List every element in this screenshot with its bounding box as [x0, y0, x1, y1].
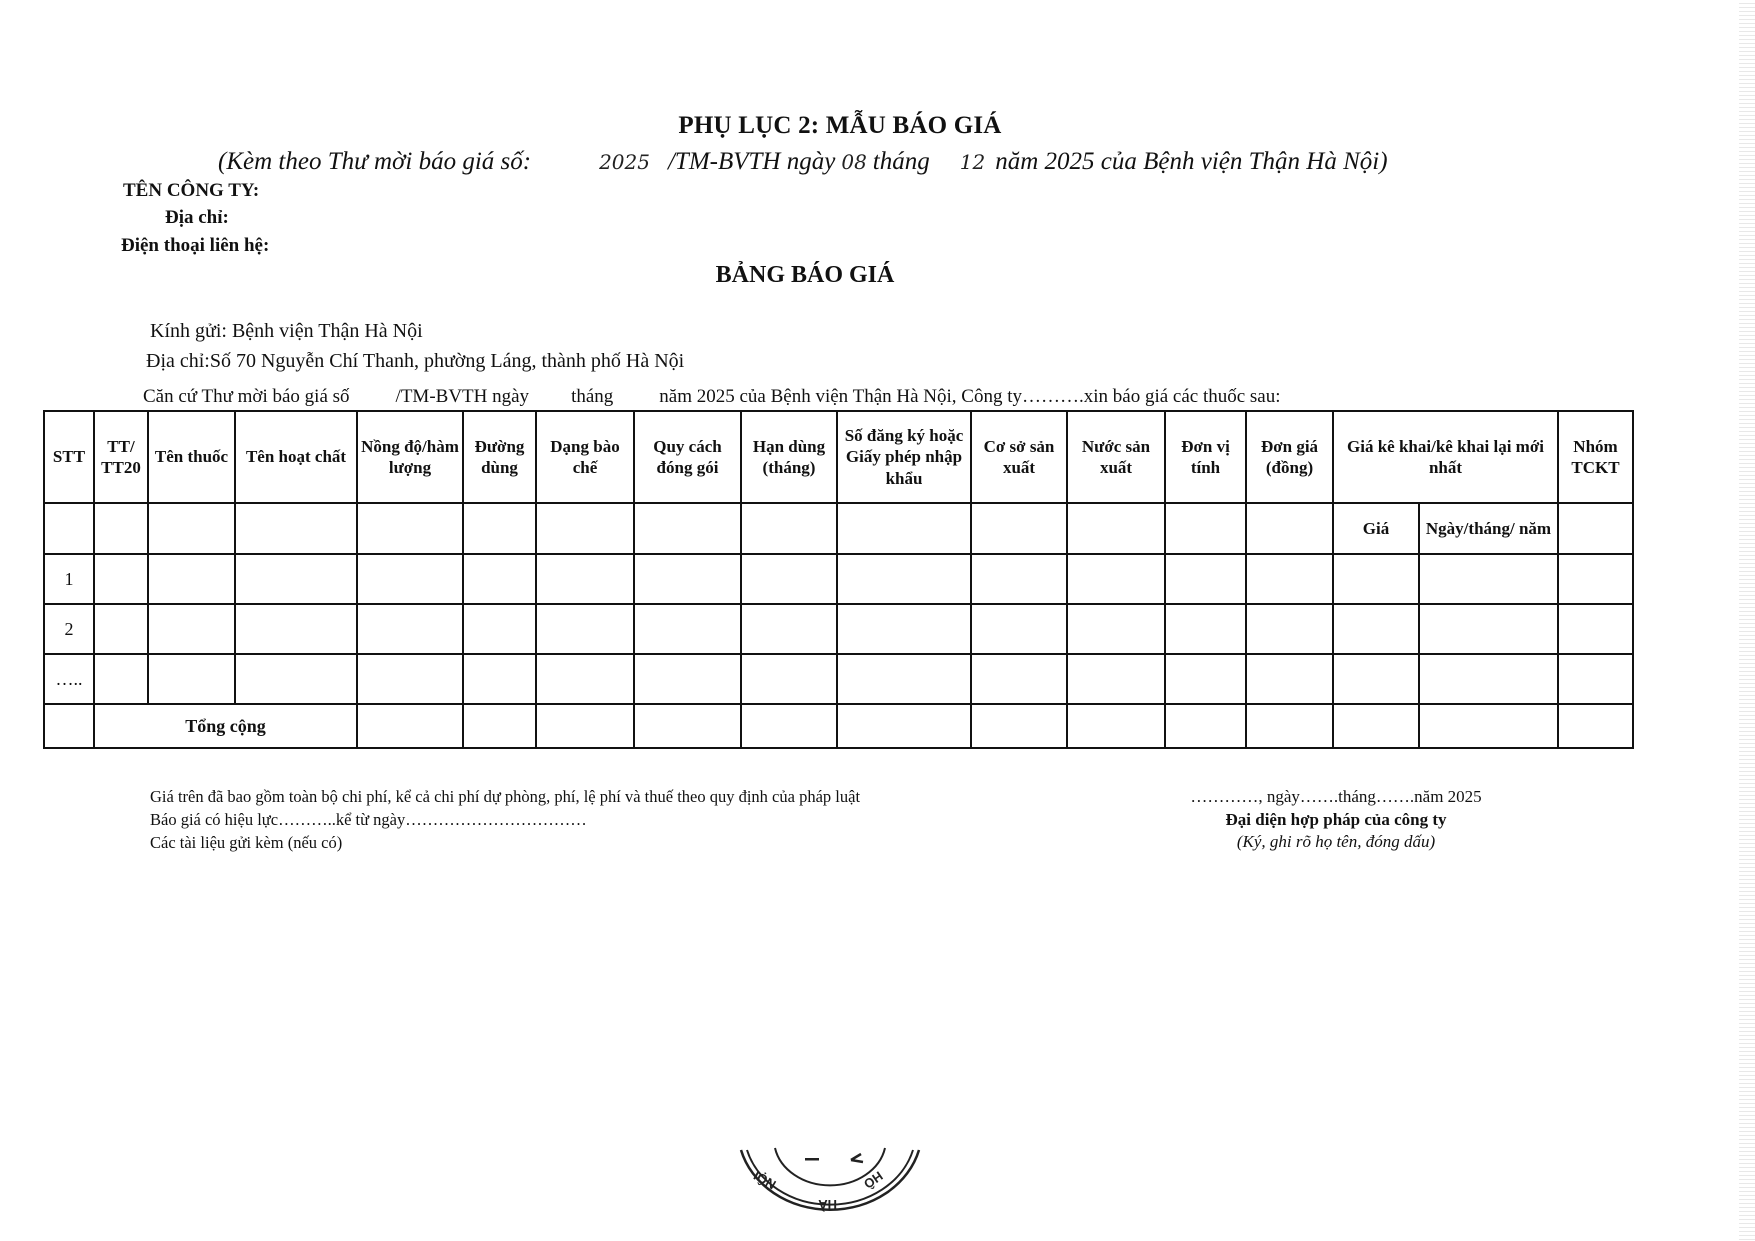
cell[interactable]: [837, 704, 971, 748]
company-address-label: Địa chỉ:: [165, 207, 229, 228]
cell[interactable]: [463, 654, 536, 704]
cell[interactable]: [1558, 604, 1633, 654]
cell[interactable]: [235, 654, 357, 704]
header-don-vi-tinh: Đơn vị tính: [1165, 411, 1246, 503]
cell[interactable]: [1558, 654, 1633, 704]
header-han-dung: Hạn dùng (tháng): [741, 411, 837, 503]
total-label: Tổng cộng: [94, 704, 357, 748]
cell[interactable]: [235, 604, 357, 654]
header-nhom-tckt: Nhóm TCKT: [1558, 411, 1633, 503]
header-dang-bao-che: Dạng bào chế: [536, 411, 634, 503]
cell[interactable]: [94, 554, 148, 604]
cell[interactable]: [741, 604, 837, 654]
row-stt: …..: [44, 654, 94, 704]
cell: [971, 503, 1067, 554]
cell[interactable]: [1246, 554, 1333, 604]
cell[interactable]: [357, 554, 463, 604]
cell[interactable]: [94, 654, 148, 704]
header-ten-hoat-chat: Tên hoạt chất: [235, 411, 357, 503]
basis-part2: /TM-BVTH ngày: [395, 386, 530, 407]
subheader-row: [44, 503, 1633, 554]
handwritten-month: 12: [959, 150, 986, 174]
cell: [94, 503, 148, 554]
cell[interactable]: [463, 704, 536, 748]
row-stt: 2: [44, 604, 94, 654]
subheader-gia: Giá: [1333, 503, 1419, 554]
basis-part3: tháng: [571, 386, 614, 407]
subheader-ngay-thang-nam: Ngày/tháng/ năm: [1419, 503, 1558, 554]
document-title: PHỤ LỤC 2: MẪU BÁO GIÁ: [678, 112, 1002, 139]
cell[interactable]: [94, 604, 148, 654]
cell: [1558, 503, 1633, 554]
cell: [536, 503, 634, 554]
signature-note: (Ký, ghi rõ họ tên, đóng dấu): [1236, 832, 1436, 851]
cell[interactable]: [1246, 654, 1333, 704]
signature-title: Đại diện hợp pháp của công ty: [1225, 810, 1447, 829]
cell: [1165, 503, 1246, 554]
cell[interactable]: [741, 554, 837, 604]
subtitle-suffix: năm 2025 của Bệnh viện Thận Hà Nội): [995, 148, 1388, 175]
cell[interactable]: [235, 554, 357, 604]
greeting-recipient: Kính gửi: Bệnh viện Thận Hà Nội: [150, 320, 423, 342]
cell: [741, 503, 837, 554]
cell: [634, 503, 741, 554]
cell[interactable]: [971, 604, 1067, 654]
cell[interactable]: [148, 654, 235, 704]
cell[interactable]: [971, 554, 1067, 604]
cell[interactable]: [1165, 654, 1246, 704]
table-title: BẢNG BÁO GIÁ: [715, 262, 895, 288]
signature-block: [1150, 787, 1522, 852]
company-name-label: TÊN CÔNG TY:: [123, 180, 260, 201]
subtitle-mid2: tháng: [872, 148, 930, 175]
cell[interactable]: [148, 554, 235, 604]
handwritten-day: 08: [841, 150, 867, 174]
cell[interactable]: [1558, 554, 1633, 604]
note-validity: Báo giá có hiệu lực………..kể từ ngày……………………………: [150, 810, 587, 829]
cell[interactable]: [634, 604, 741, 654]
cell[interactable]: [536, 604, 634, 654]
cell[interactable]: [1165, 554, 1246, 604]
cell[interactable]: [837, 554, 971, 604]
header-ten-thuoc: Tên thuốc: [148, 411, 235, 503]
cell[interactable]: [1067, 554, 1165, 604]
cell[interactable]: [536, 554, 634, 604]
cell[interactable]: [1333, 704, 1419, 748]
cell[interactable]: [971, 654, 1067, 704]
cell[interactable]: [463, 554, 536, 604]
cell[interactable]: [1419, 604, 1558, 654]
cell[interactable]: [1333, 604, 1419, 654]
basis-part4: năm 2025 của Bệnh viện Thận Hà Nội, Công ty……….xin báo giá các thuốc sau:: [659, 386, 1281, 407]
cell[interactable]: [634, 554, 741, 604]
cell[interactable]: [634, 704, 741, 748]
cell: [463, 503, 536, 554]
company-phone-label: Điện thoại liên hệ:: [121, 235, 270, 256]
header-quy-cach: Quy cách đóng gói: [634, 411, 741, 503]
cell[interactable]: [1333, 654, 1419, 704]
cell[interactable]: [463, 604, 536, 654]
cell[interactable]: [536, 654, 634, 704]
cell[interactable]: [741, 704, 837, 748]
header-stt: STT: [44, 411, 94, 503]
subtitle-prefix: (Kèm theo Thư mời báo giá số:: [218, 148, 532, 175]
cell: [1067, 503, 1165, 554]
cell[interactable]: [357, 704, 463, 748]
scan-edge-noise: [1739, 0, 1755, 1241]
cell[interactable]: [1067, 604, 1165, 654]
header-tt20: TT/ TT20: [94, 411, 148, 503]
greeting-address: Địa chỉ:Số 70 Nguyễn Chí Thanh, phường Láng, thành phố Hà Nội: [146, 350, 685, 372]
cell[interactable]: [1067, 654, 1165, 704]
cell: [235, 503, 357, 554]
header-nong-do: Nồng độ/hàm lượng: [357, 411, 463, 503]
quotation-table: [43, 410, 1634, 749]
header-co-so-san-xuat: Cơ sở sản xuất: [971, 411, 1067, 503]
header-nuoc-san-xuat: Nước sản xuất: [1067, 411, 1165, 503]
note-attachments: Các tài liệu gửi kèm (nếu có): [150, 833, 343, 852]
cell[interactable]: [357, 654, 463, 704]
cell[interactable]: [741, 654, 837, 704]
svg-text:NỘI: NỘI: [750, 1167, 779, 1193]
row-stt: 1: [44, 554, 94, 604]
signature-date-line: …………, ngày…….tháng…….năm 2025: [1190, 787, 1482, 806]
svg-text:HÀ: HÀ: [818, 1197, 837, 1212]
cell[interactable]: [971, 704, 1067, 748]
note-price-inclusive: Giá trên đã bao gồm toàn bộ chi phí, kể cả chi phí dự phòng, phí, lệ phí và thuế theo quy định của pháp luật: [150, 787, 861, 806]
cell[interactable]: [837, 654, 971, 704]
cell[interactable]: [634, 654, 741, 704]
cell[interactable]: [148, 604, 235, 654]
cell[interactable]: [1419, 654, 1558, 704]
document-subtitle: [218, 148, 1388, 176]
basis-part1: Căn cứ Thư mời báo giá số: [143, 386, 350, 407]
cell[interactable]: [837, 604, 971, 654]
header-duong-dung: Đường dùng: [463, 411, 536, 503]
total-row: [44, 704, 1633, 748]
partial-stamp-seal: [735, 1140, 925, 1235]
handwritten-letter-number: 2025: [599, 150, 650, 174]
table-row: [44, 604, 1633, 654]
cell[interactable]: [1558, 704, 1633, 748]
cell: [44, 503, 94, 554]
table-row: [44, 654, 1633, 704]
cell[interactable]: [1419, 554, 1558, 604]
cell: [44, 704, 94, 748]
basis-statement: [143, 386, 1281, 408]
cell[interactable]: [1246, 604, 1333, 654]
cell: [148, 503, 235, 554]
header-don-gia: Đơn giá (đồng): [1246, 411, 1333, 503]
cell[interactable]: [1333, 554, 1419, 604]
cell: [1246, 503, 1333, 554]
cell: [837, 503, 971, 554]
subtitle-mid1: /TM-BVTH ngày: [667, 148, 836, 175]
cell[interactable]: [1419, 704, 1558, 748]
cell[interactable]: [1067, 704, 1165, 748]
header-gia-ke-khai: Giá kê khai/kê khai lại mới nhất: [1333, 411, 1558, 503]
cell[interactable]: [1165, 704, 1246, 748]
header-so-dang-ky: Số đăng ký hoặc Giấy phép nhập khẩu: [837, 411, 971, 503]
svg-text:HÔ: HÔ: [861, 1168, 886, 1192]
cell[interactable]: [1246, 704, 1333, 748]
header-row: [44, 411, 1633, 503]
cell: [357, 503, 463, 554]
cell[interactable]: [536, 704, 634, 748]
cell[interactable]: [357, 604, 463, 654]
table-row: [44, 554, 1633, 604]
cell[interactable]: [1165, 604, 1246, 654]
